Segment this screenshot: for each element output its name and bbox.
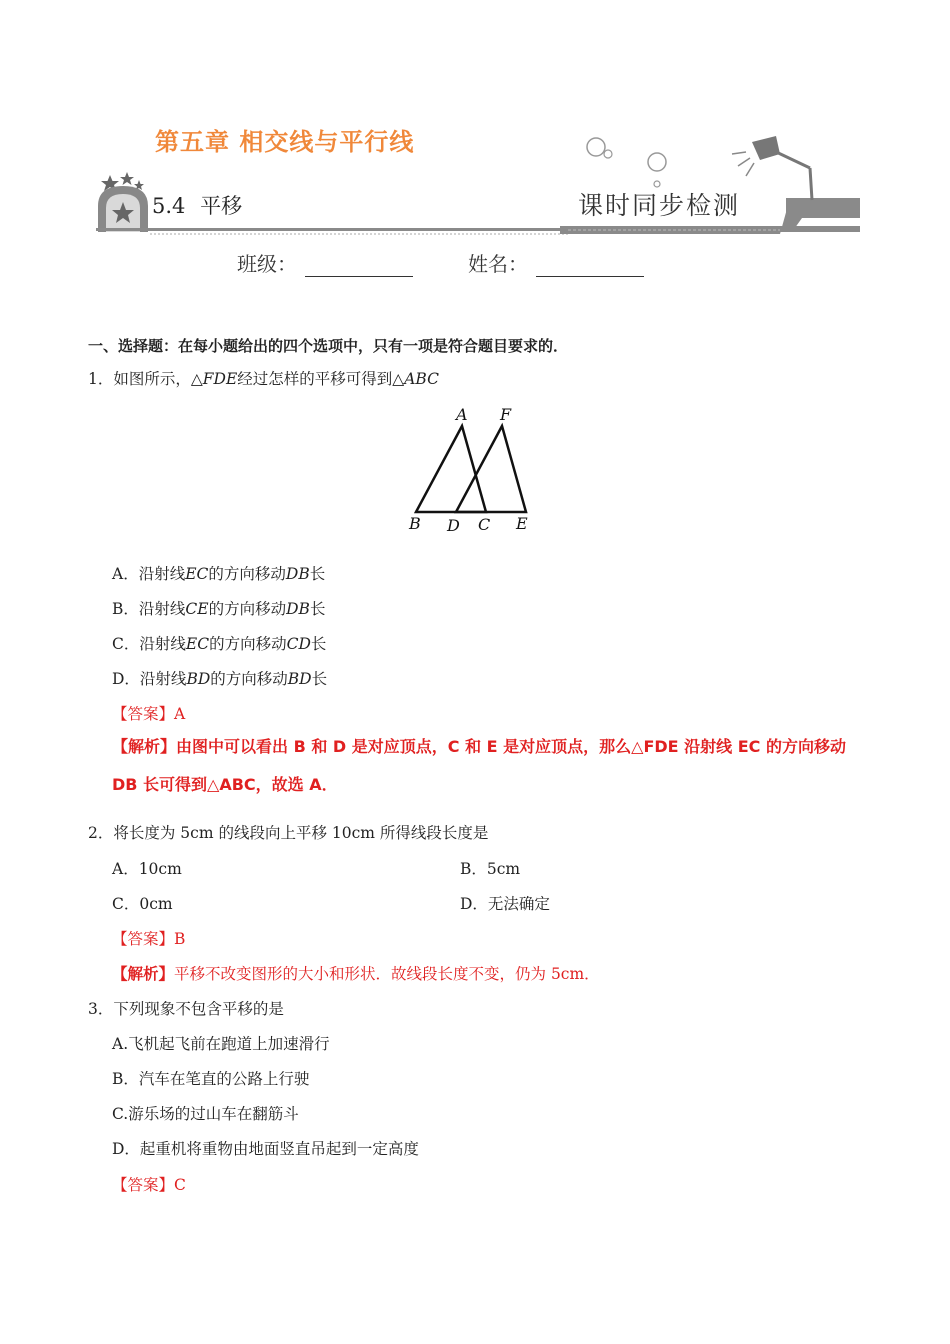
- label-c: C: [478, 515, 491, 534]
- section-number: 5.4: [152, 194, 186, 218]
- q1-analysis-line2: DB 长可得到△ABC，故选 A．: [112, 775, 338, 794]
- q3-option-b[interactable]: B．汽车在笔直的公路上行驶: [112, 1070, 310, 1088]
- name-field: [468, 248, 644, 277]
- q1-stem: 1．如图所示，△FDE经过怎样的平移可得到△ABC: [88, 370, 439, 388]
- name-label: 姓名：: [468, 252, 528, 276]
- q2-answer: 【答案】B: [112, 930, 186, 948]
- q2-stem: 2．将长度为 5cm 的线段向上平移 10cm 所得线段长度是: [88, 824, 489, 842]
- label-b: B: [409, 514, 421, 533]
- triangle-figure: [400, 400, 540, 540]
- chapter-title: 第五章 相交线与平行线: [155, 128, 415, 156]
- class-label: 班级：: [237, 252, 297, 276]
- class-field: [237, 248, 413, 277]
- q1-option-b[interactable]: B．沿射线CE的方向移动DB长: [112, 600, 326, 618]
- label-d: D: [447, 516, 460, 535]
- name-blank[interactable]: [536, 255, 644, 277]
- q3-answer: 【答案】C: [112, 1176, 186, 1194]
- q2-analysis: 【解析】平移不改变图形的大小和形状．故线段长度不变，仍为 5cm．: [112, 965, 600, 983]
- star-icon: [120, 172, 134, 185]
- section-title: [152, 190, 242, 220]
- label-f: F: [500, 405, 512, 424]
- q1-analysis-line1: 【解析】由图中可以看出 B 和 D 是对应顶点，C 和 E 是对应顶点，那么△FDE 沿射线 EC 的方向移动: [112, 737, 846, 756]
- q3-option-a[interactable]: A.飞机起飞前在跑道上加速滑行: [112, 1035, 330, 1053]
- class-blank[interactable]: [305, 255, 413, 277]
- lamp-icon: [772, 150, 812, 200]
- q2-option-d[interactable]: D．无法确定: [460, 895, 550, 913]
- q2-option-b[interactable]: B．5cm: [460, 860, 521, 878]
- q1-option-c[interactable]: C．沿射线EC的方向移动CD长: [112, 635, 327, 653]
- q3-option-d[interactable]: D．起重机将重物由地面竖直吊起到一定高度: [112, 1140, 419, 1158]
- q2-option-c[interactable]: C．0cm: [112, 895, 173, 913]
- q1-option-a[interactable]: A．沿射线EC的方向移动DB长: [112, 565, 326, 583]
- triangle-abc: [416, 426, 486, 512]
- label-e: E: [516, 514, 528, 533]
- q1-answer: 【答案】A: [112, 705, 186, 723]
- banner-text: 课时同步检测: [578, 191, 741, 220]
- section-name: 平移: [200, 194, 243, 218]
- q3-stem: 3．下列现象不包含平移的是: [88, 1000, 284, 1018]
- q3-option-c[interactable]: C.游乐场的过山车在翻筋斗: [112, 1105, 299, 1123]
- q1-option-d[interactable]: D．沿射线BD的方向移动BD长: [112, 670, 328, 688]
- label-a: A: [456, 405, 468, 424]
- part1-heading: 一、选择题：在每小题给出的四个选项中，只有一项是符合题目要求的．: [88, 337, 569, 355]
- q2-option-a[interactable]: A．10cm: [112, 860, 182, 878]
